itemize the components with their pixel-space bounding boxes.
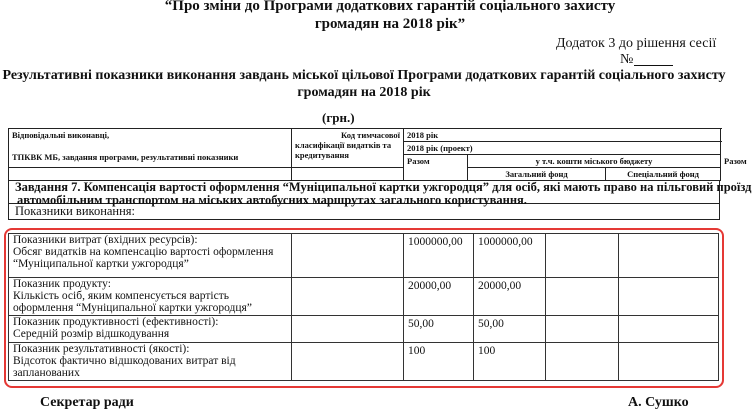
- indicator-description: Показники витрат (вхідних ресурсів): Обсяг видатків на компенсацію вартості оформлення “Муніципальної картки ужгородця”: [9, 234, 292, 278]
- title-line-2: громадян на 2018 рік”: [314, 16, 466, 32]
- indicators-label: Показники виконання:: [15, 204, 136, 218]
- heading-line-2: громадян на 2018 рік: [297, 85, 431, 100]
- indicator-general-fund: 50,00: [474, 316, 546, 343]
- indicator-description: Показник результативності (якості): Відсоток фактично відшкодованих витрат від запланованих: [9, 343, 292, 381]
- special-fund-label: Спеціальний фонд: [606, 168, 721, 181]
- indicator-row: [9, 316, 719, 343]
- code-col-header: [292, 129, 404, 168]
- indicator-general-fund: 1000000,00: [474, 234, 546, 278]
- general-fund-label: Загальний фонд: [468, 168, 606, 181]
- indicator-total: 100: [404, 343, 474, 381]
- task-line-2: автомобільним транспортом на міських автобусних маршрутах загального користування.: [17, 193, 527, 207]
- task-row: [8, 180, 752, 207]
- responsible-label: Відповідальні виконавці,: [12, 130, 110, 140]
- heading-line-1: Результативні показники виконання завдань міської цільової Програми додаткових гарантій соціального захисту: [2, 68, 726, 83]
- indicator-row: [9, 278, 719, 316]
- code-label: Код тимчасової: [340, 130, 400, 140]
- classification-label: класифікації видатків та кредитування: [295, 140, 392, 160]
- indicator-description: Показник продуктивності (ефективності): Середній розмір відшкодування: [9, 316, 292, 343]
- total-label: Разом: [404, 155, 468, 181]
- responsible-col-header: [9, 129, 292, 168]
- indicators-table: [8, 233, 719, 381]
- city-budget-label: у т.ч. кошти міського бюджету: [468, 155, 721, 168]
- header-table: Відповідальні виконавці, ТПКВК МБ, завдання програми, результативні показники Код тимчасової класифікації видатків та кредитування 2018 рік 2018 рік (проект) Разом у т.ч. кошти міського бюджету Разом Загальний фонд Спеціальний фонд: [8, 128, 721, 181]
- indicator-total: 1000000,00: [404, 234, 474, 278]
- indicator-general-fund: 100: [474, 343, 546, 381]
- indicator-total: 20000,00: [404, 278, 474, 316]
- year-label: 2018 рік: [404, 129, 721, 142]
- project-label: 2018 рік (проект): [404, 142, 721, 155]
- indicator-total: 50,00: [404, 316, 474, 343]
- indicator-general-fund: 20000,00: [474, 278, 546, 316]
- indicator-row: [9, 234, 719, 278]
- unit-label: (грн.): [322, 110, 355, 125]
- secretary-label: Секретар ради: [40, 395, 134, 410]
- signatory-name: А. Сушко: [628, 395, 689, 410]
- annex-label: Додаток 3 до рішення сесії: [556, 36, 717, 51]
- annex-number: №: [620, 52, 634, 67]
- title-line-1: “Про зміни до Програми додаткових гарантій соціального захисту: [164, 0, 616, 14]
- indicator-row: [9, 343, 719, 381]
- task-line-1: Завдання 7. Компенсація вартості оформлення “Муніципальної картки ужгородця” для осіб, які мають право на пільговий проїзд: [15, 180, 752, 194]
- tpkvk-label: ТПКВК МБ, завдання програми, результативні показники: [12, 152, 239, 162]
- indicators-label-row: [8, 203, 720, 220]
- indicator-description: Показник продукту: Кількість осіб, яким компенсується вартість оформлення “Муніципальної картки ужгородця”: [9, 278, 292, 316]
